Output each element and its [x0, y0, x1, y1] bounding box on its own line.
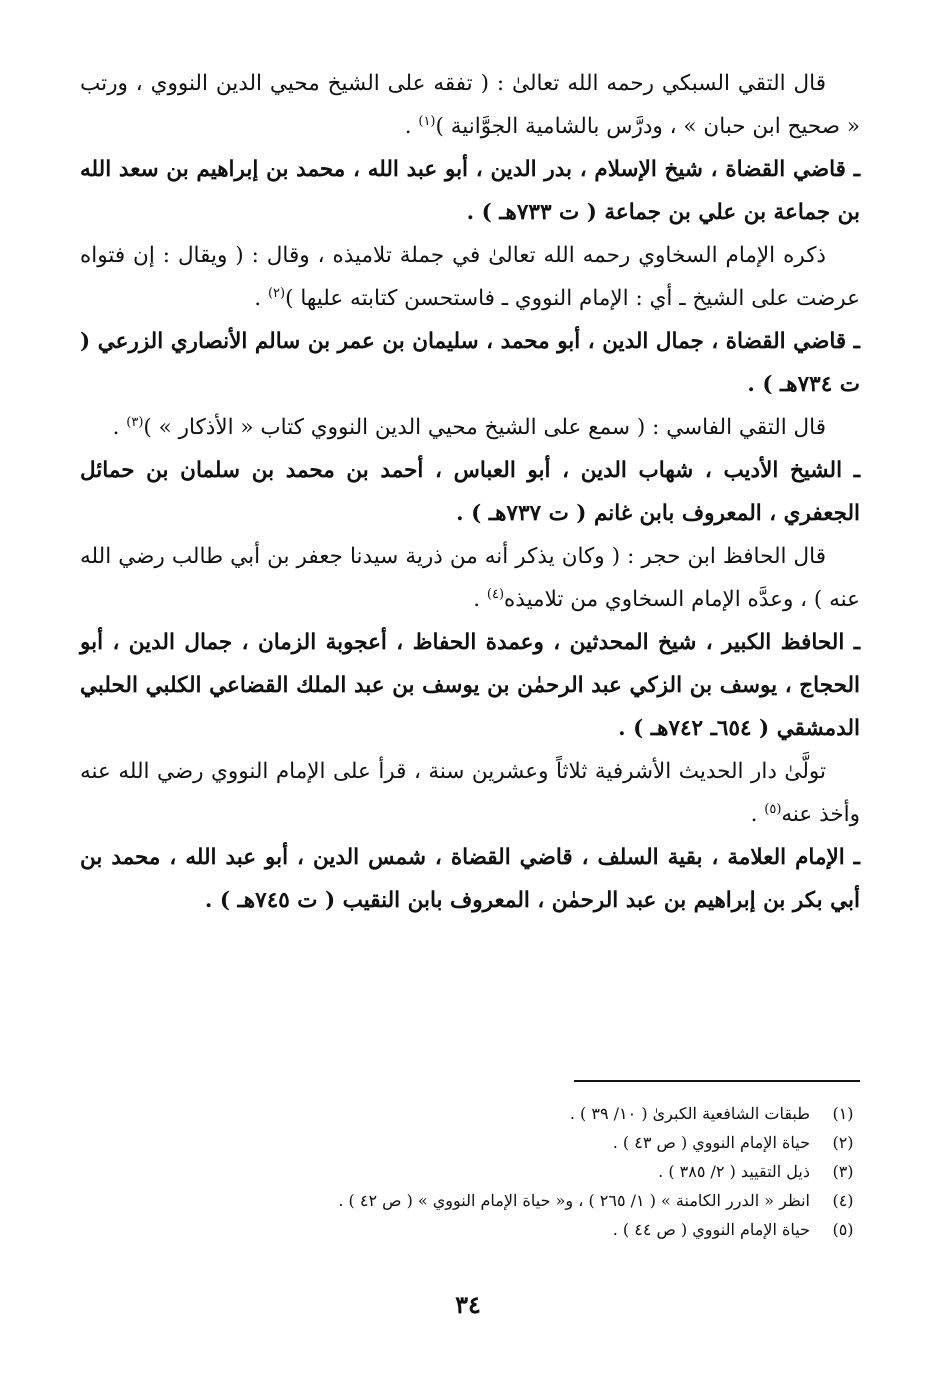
paragraph-end: . — [750, 802, 765, 827]
paragraph-text: ـ قاضي القضاة ، شيخ الإسلام ، بدر الدين ، أبو عبد الله ، محمد بن إبراهيم بن سعد الله بن جماعة بن علي بن جماعة ( ت ٧٣٣هـ ) . — [80, 157, 860, 225]
paragraph-entry — [80, 449, 860, 535]
paragraph-quote — [80, 535, 860, 621]
main-text — [80, 62, 860, 922]
page-number: ٣٤ — [455, 1290, 481, 1319]
paragraph-text: تولَّىٰ دار الحديث الأشرفية ثلاثاً وعشرين سنة ، قرأ على الإمام النووي رضي الله عنه وأخذ عنه — [80, 759, 860, 827]
footnote-number: (٥) — [832, 1220, 854, 1239]
paragraph-entry — [80, 836, 860, 922]
footnote-marker[interactable]: (٤) — [486, 586, 505, 602]
footnote-text: حياة الإمام النووي ( ص ٤٣ ) . — [612, 1133, 810, 1152]
paragraph-text: ـ الشيخ الأديب ، شهاب الدين ، أبو العباس ، أحمد بن محمد بن سلمان بن حمائل الجعفري ، المعروف بابن غانم ( ت ٧٣٧هـ ) . — [80, 458, 860, 526]
paragraph-end: . — [473, 587, 487, 612]
paragraph-quote — [80, 62, 860, 148]
paragraph-text: ـ الإمام العلامة ، بقية السلف ، قاضي القضاة ، شمس الدين ، أبو عبد الله ، محمد بن أبي بكر بن إبراهيم بن عبد الرحمٰن ، المعروف بابن النقيب ( ت ٧٤٥هـ ) . — [80, 845, 860, 913]
paragraph-text: ـ الحافظ الكبير ، شيخ المحدثين ، وعمدة الحفاظ ، أعجوبة الزمان ، جمال الدين ، أبو الحجاج ، يوسف بن الزكي عبد الرحمٰن بن يوسف بن عبد الملك القضاعي الكلبي الحلبي الدمشقي ( ٦٥٤ـ ٧٤٢هـ ) . — [80, 630, 860, 741]
footnote-marker[interactable]: (١) — [418, 113, 436, 129]
paragraph-text: ذكره الإمام السخاوي رحمه الله تعالىٰ في جملة تلاميذه ، وقال : ( ويقال : إن فتواه عرضت على الشيخ ـ أي : الإمام النووي ـ فاستحسن كتابته عليها ) — [80, 243, 860, 311]
footnote-marker[interactable]: (٣) — [126, 414, 144, 430]
paragraph-text: ـ قاضي القضاة ، جمال الدين ، أبو محمد ، سليمان بن عمر بن سالم الأنصاري الزرعي ( ت ٧٣٤هـ ) . — [80, 329, 860, 397]
paragraph-quote — [80, 406, 860, 449]
paragraph-entry — [80, 320, 860, 406]
paragraph-entry — [80, 621, 860, 750]
footnote-separator — [574, 1080, 860, 1082]
paragraph-quote — [80, 234, 860, 320]
footnote-marker[interactable]: (٢) — [267, 285, 286, 301]
footnote-text: انظر « الدرر الكامنة » ( ١/ ٢٦٥ ) ، و« حياة الإمام النووي » ( ص ٤٢ ) . — [338, 1191, 810, 1210]
paragraph-end: . — [254, 286, 268, 311]
paragraph-text: قال التقي الفاسي : ( سمع على الشيخ محيي الدين النووي كتاب « الأذكار » ) — [143, 415, 826, 440]
paragraph-text: قال التقي السبكي رحمه الله تعالىٰ : ( تفقه على الشيخ محيي الدين النووي ، ورتب « صحيح ابن حبان » ، ودرَّس بالشامية الجوَّانية ) — [80, 71, 860, 139]
footnote-item — [160, 1128, 860, 1157]
footnote-marker[interactable]: (٥) — [764, 801, 782, 817]
footnote-number: (٣) — [832, 1162, 854, 1181]
paragraph-quote — [80, 750, 860, 836]
footnote-text: طبقات الشافعية الكبرىٰ ( ١٠/ ٣٩ ) . — [569, 1104, 810, 1123]
footnote-item — [160, 1186, 860, 1215]
footnote-item — [160, 1157, 860, 1186]
footnotes — [160, 1099, 860, 1244]
footnote-item — [160, 1215, 860, 1244]
footnote-number: (١) — [832, 1104, 854, 1123]
paragraph-end: . — [112, 415, 127, 440]
paragraph-end: . — [404, 114, 419, 139]
footnote-text: حياة الإمام النووي ( ص ٤٤ ) . — [612, 1220, 810, 1239]
paragraph-text: قال الحافظ ابن حجر : ( وكان يذكر أنه من ذرية سيدنا جعفر بن أبي طالب رضي الله عنه ) ، وعدَّه الإمام السخاوي من تلاميذه — [80, 544, 860, 612]
footnote-item — [160, 1099, 860, 1128]
footnote-number: (٤) — [832, 1191, 854, 1210]
paragraph-entry — [80, 148, 860, 234]
footnote-number: (٢) — [832, 1133, 854, 1152]
footnote-text: ذيل التقييد ( ٢/ ٣٨٥ ) . — [658, 1162, 810, 1181]
